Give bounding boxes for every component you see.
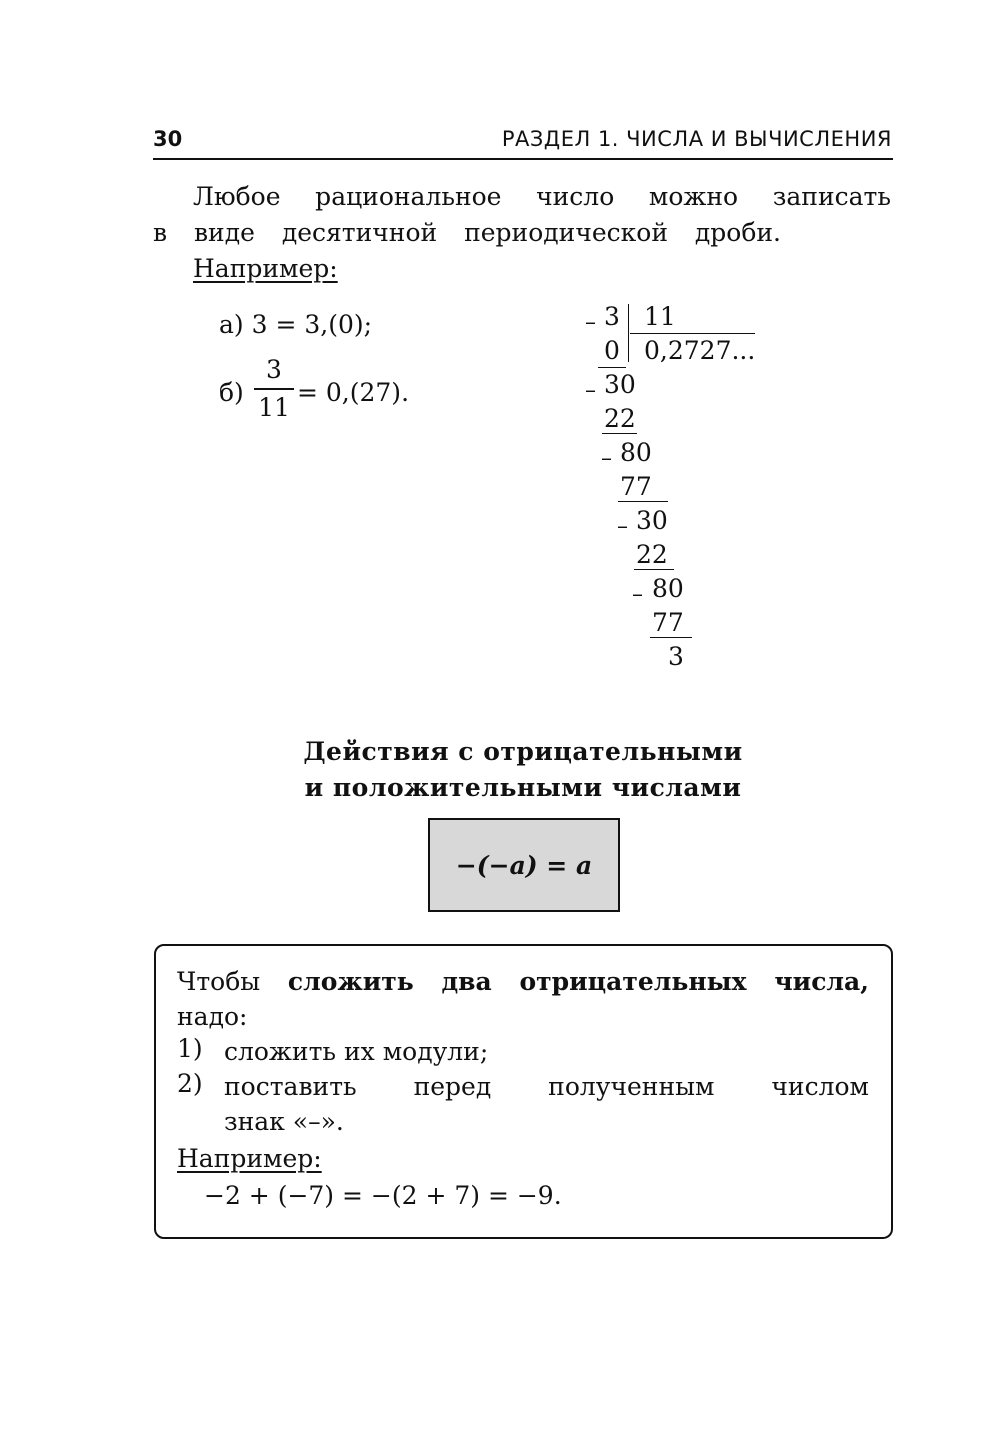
division-dividend: 3	[604, 302, 620, 331]
page-number: 30	[153, 127, 183, 151]
rule-word: полученным	[548, 1072, 715, 1101]
example-b-rhs: = 0,(27).	[297, 378, 410, 407]
division-step-value: 30	[604, 370, 636, 399]
example-a-expression: 3 = 3,(0);	[251, 310, 373, 339]
rule-example-expression: −2 + (−7) = −(2 + 7) = −9.	[204, 1181, 562, 1210]
rule-example-label: Например:	[177, 1144, 322, 1173]
formula-double-negation: −(−a) = a	[455, 850, 593, 880]
rule-word-bold: сложить	[287, 967, 414, 996]
division-minus-sign: –	[632, 582, 643, 607]
section-header-title: РАЗДЕЛ 1. ЧИСЛА И ВЫЧИСЛЕНИЯ	[501, 127, 892, 151]
division-step-value: 22	[604, 404, 636, 433]
division-divisor-line	[630, 333, 755, 334]
rule-intro-line	[177, 964, 869, 999]
example-a	[219, 310, 372, 339]
division-minus-sign: –	[617, 514, 628, 539]
example-b-label: б)	[219, 378, 244, 407]
division-step-value: 22	[636, 540, 668, 569]
division-minus-sign: –	[601, 446, 612, 471]
division-minus-sign: –	[585, 378, 596, 403]
rule-item-2-line-2: знак «–».	[224, 1107, 344, 1136]
rule-intro-line-2: надо:	[177, 1002, 248, 1031]
rule-word-bold: отрицательных	[519, 967, 747, 996]
example-a-label: а)	[219, 310, 244, 339]
intro-line-2: в виде десятичной периодической дроби.	[153, 218, 781, 247]
example-b-fraction	[254, 355, 294, 422]
rule-item-2-line	[224, 1069, 869, 1104]
rule-word: Чтобы	[177, 967, 261, 996]
division-remainder: 3	[668, 642, 684, 671]
rule-word-bold: два	[441, 967, 492, 996]
division-step-line	[598, 367, 626, 368]
division-vertical-bar	[628, 304, 629, 362]
fraction-bar	[254, 388, 294, 390]
rule-item-2-number: 2)	[177, 1069, 203, 1098]
division-step-value: 30	[636, 506, 668, 535]
formula-box	[428, 818, 620, 912]
rule-item-1-number: 1)	[177, 1034, 203, 1063]
division-step-value: 80	[620, 438, 652, 467]
division-quotient: 0,2727...	[644, 336, 756, 365]
rule-word: перед	[413, 1072, 492, 1101]
division-step-line	[602, 433, 637, 434]
division-first-subtrahend: 0	[604, 336, 620, 365]
division-step-line	[618, 501, 668, 502]
rule-word-bold: числа,	[774, 967, 869, 996]
rule-word: числом	[771, 1072, 869, 1101]
rule-item-1-text: сложить их модули;	[224, 1037, 489, 1066]
fraction-denominator: 11	[258, 393, 290, 422]
fraction-numerator: 3	[266, 355, 282, 384]
section-heading-line-1: Действия с отрицательными	[303, 737, 743, 766]
division-divisor: 11	[644, 302, 676, 331]
intro-line-1: Любое рациональное число можно записать	[193, 182, 891, 211]
intro-example-label: Например:	[193, 254, 338, 283]
division-step-value: 77	[620, 472, 652, 501]
division-minus-sign: –	[585, 310, 596, 335]
rule-word: поставить	[224, 1072, 357, 1101]
division-step-line	[650, 637, 692, 638]
division-step-value: 77	[652, 608, 684, 637]
header-rule	[153, 158, 893, 160]
division-step-line	[634, 569, 674, 570]
section-heading-line-2: и положительными числами	[304, 773, 742, 802]
division-step-value: 80	[652, 574, 684, 603]
